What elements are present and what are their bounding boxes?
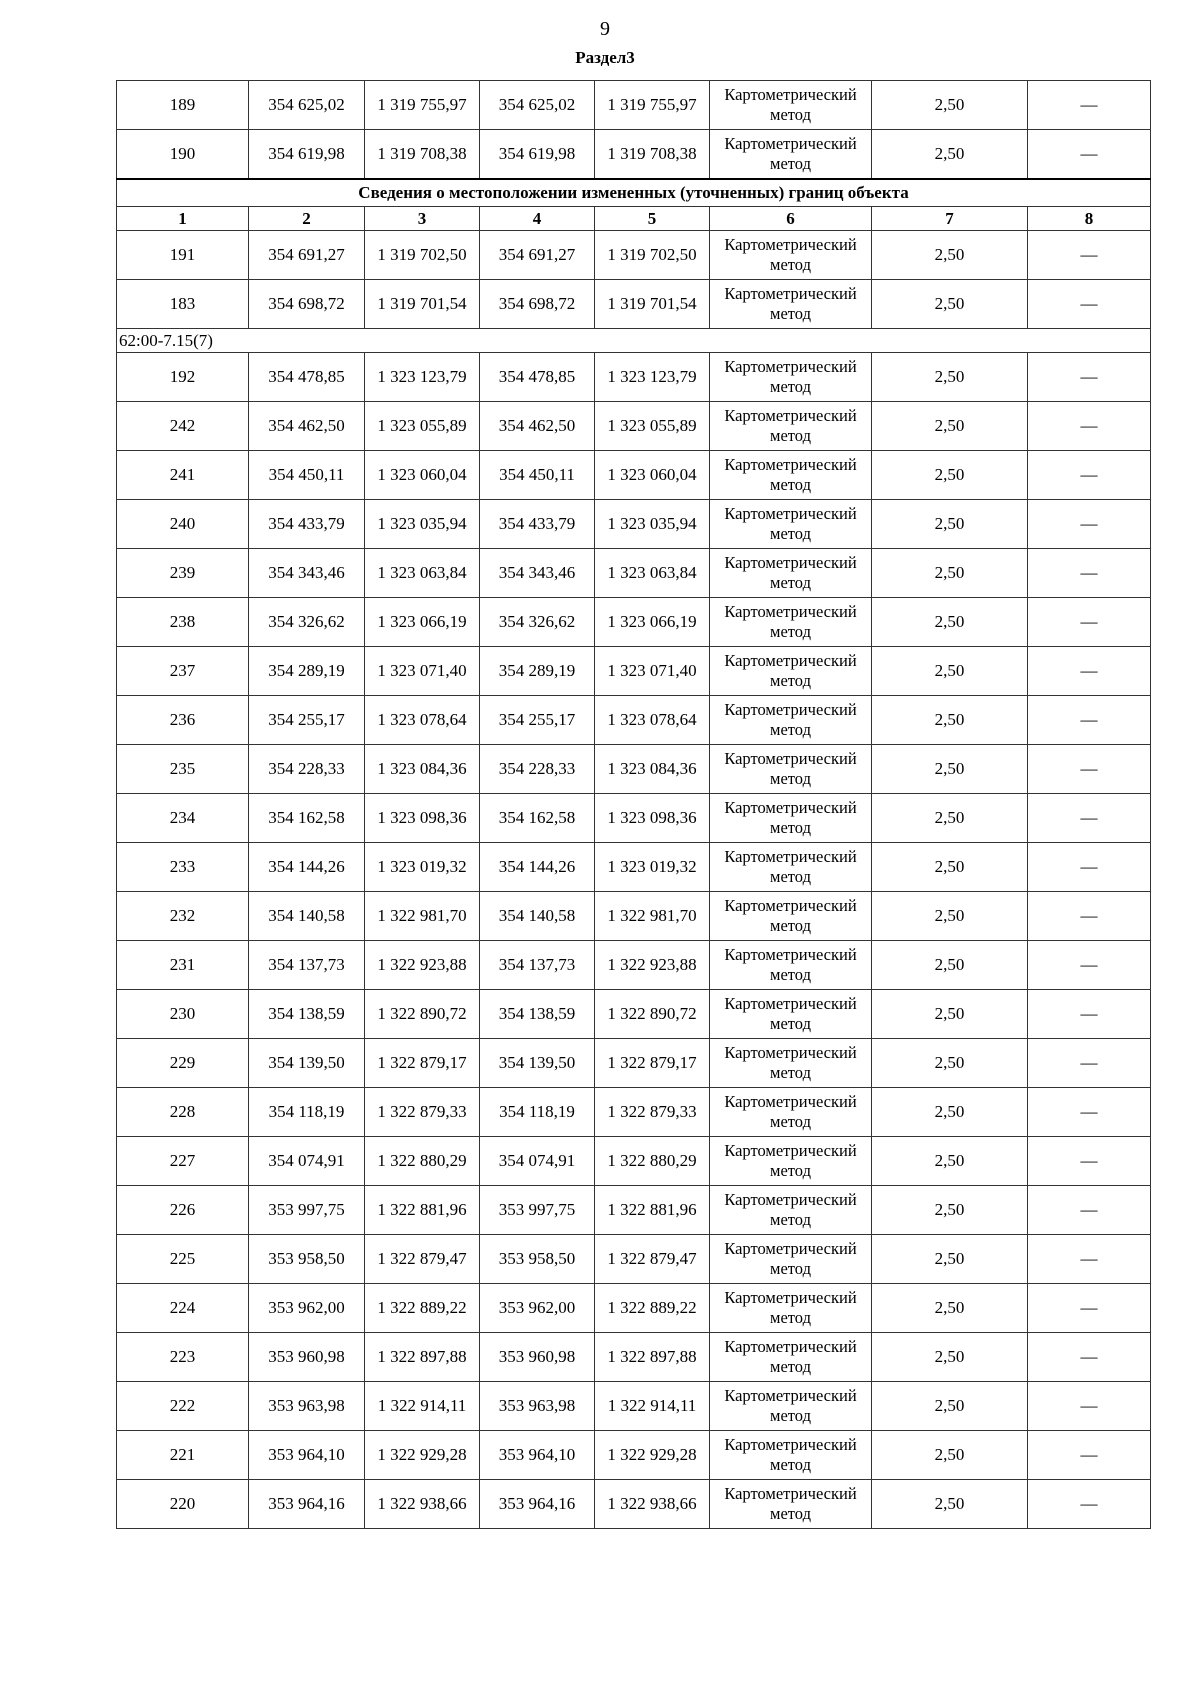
column-number: 8 bbox=[1028, 207, 1151, 231]
description-cell: — bbox=[1028, 353, 1151, 402]
point-number-cell: 242 bbox=[117, 402, 249, 451]
table-row bbox=[117, 1382, 1151, 1431]
accuracy-cell: 2,50 bbox=[872, 1039, 1028, 1088]
accuracy-cell: 2,50 bbox=[872, 1284, 1028, 1333]
y-new-cell: 1 322 879,33 bbox=[595, 1088, 710, 1137]
y-new-cell: 1 322 929,28 bbox=[595, 1431, 710, 1480]
x-new-cell: 354 625,02 bbox=[480, 81, 595, 130]
method-cell: Картометрический метод bbox=[710, 1382, 872, 1431]
table-row bbox=[117, 231, 1151, 280]
method-cell: Картометрический метод bbox=[710, 231, 872, 280]
y-existing-cell: 1 322 879,17 bbox=[365, 1039, 480, 1088]
x-existing-cell: 354 691,27 bbox=[249, 231, 365, 280]
column-number: 6 bbox=[710, 207, 872, 231]
column-numbers-row bbox=[117, 207, 1151, 231]
description-cell: — bbox=[1028, 549, 1151, 598]
y-existing-cell: 1 323 078,64 bbox=[365, 696, 480, 745]
column-number: 1 bbox=[117, 207, 249, 231]
accuracy-cell: 2,50 bbox=[872, 1235, 1028, 1284]
x-new-cell: 354 162,58 bbox=[480, 794, 595, 843]
table-row bbox=[117, 1480, 1151, 1529]
method-cell: Картометрический метод bbox=[710, 402, 872, 451]
method-cell: Картометрический метод bbox=[710, 1284, 872, 1333]
x-new-cell: 354 462,50 bbox=[480, 402, 595, 451]
x-existing-cell: 353 964,16 bbox=[249, 1480, 365, 1529]
y-existing-cell: 1 323 035,94 bbox=[365, 500, 480, 549]
accuracy-cell: 2,50 bbox=[872, 647, 1028, 696]
x-new-cell: 354 074,91 bbox=[480, 1137, 595, 1186]
description-cell: — bbox=[1028, 500, 1151, 549]
x-new-cell: 353 997,75 bbox=[480, 1186, 595, 1235]
description-cell: — bbox=[1028, 1431, 1151, 1480]
y-new-cell: 1 323 071,40 bbox=[595, 647, 710, 696]
y-new-cell: 1 323 035,94 bbox=[595, 500, 710, 549]
description-cell: — bbox=[1028, 1088, 1151, 1137]
y-existing-cell: 1 319 755,97 bbox=[365, 81, 480, 130]
table-row bbox=[117, 1333, 1151, 1382]
table-row bbox=[117, 1431, 1151, 1480]
x-existing-cell: 354 139,50 bbox=[249, 1039, 365, 1088]
x-new-cell: 354 289,19 bbox=[480, 647, 595, 696]
x-new-cell: 354 228,33 bbox=[480, 745, 595, 794]
y-new-cell: 1 322 914,11 bbox=[595, 1382, 710, 1431]
table-row bbox=[117, 892, 1151, 941]
description-cell: — bbox=[1028, 696, 1151, 745]
x-existing-cell: 354 450,11 bbox=[249, 451, 365, 500]
y-existing-cell: 1 323 098,36 bbox=[365, 794, 480, 843]
y-new-cell: 1 323 019,32 bbox=[595, 843, 710, 892]
accuracy-cell: 2,50 bbox=[872, 353, 1028, 402]
group-label-row bbox=[117, 329, 1151, 353]
method-cell: Картометрический метод bbox=[710, 990, 872, 1039]
y-new-cell: 1 322 938,66 bbox=[595, 1480, 710, 1529]
y-existing-cell: 1 323 055,89 bbox=[365, 402, 480, 451]
y-existing-cell: 1 323 084,36 bbox=[365, 745, 480, 794]
y-existing-cell: 1 322 897,88 bbox=[365, 1333, 480, 1382]
method-cell: Картометрический метод bbox=[710, 598, 872, 647]
point-number-cell: 228 bbox=[117, 1088, 249, 1137]
y-new-cell: 1 322 880,29 bbox=[595, 1137, 710, 1186]
table-row bbox=[117, 843, 1151, 892]
x-new-cell: 354 343,46 bbox=[480, 549, 595, 598]
y-new-cell: 1 322 981,70 bbox=[595, 892, 710, 941]
point-number-cell: 192 bbox=[117, 353, 249, 402]
x-existing-cell: 353 960,98 bbox=[249, 1333, 365, 1382]
point-number-cell: 230 bbox=[117, 990, 249, 1039]
x-new-cell: 354 144,26 bbox=[480, 843, 595, 892]
accuracy-cell: 2,50 bbox=[872, 1186, 1028, 1235]
x-existing-cell: 354 478,85 bbox=[249, 353, 365, 402]
accuracy-cell: 2,50 bbox=[872, 843, 1028, 892]
x-existing-cell: 354 289,19 bbox=[249, 647, 365, 696]
description-cell: — bbox=[1028, 990, 1151, 1039]
point-number-cell: 222 bbox=[117, 1382, 249, 1431]
column-number: 4 bbox=[480, 207, 595, 231]
description-cell: — bbox=[1028, 1039, 1151, 1088]
y-new-cell: 1 323 084,36 bbox=[595, 745, 710, 794]
x-existing-cell: 353 958,50 bbox=[249, 1235, 365, 1284]
method-cell: Картометрический метод bbox=[710, 549, 872, 598]
description-cell: — bbox=[1028, 745, 1151, 794]
section-header bbox=[117, 179, 1151, 231]
y-existing-cell: 1 322 889,22 bbox=[365, 1284, 480, 1333]
column-number: 7 bbox=[872, 207, 1028, 231]
x-new-cell: 353 964,16 bbox=[480, 1480, 595, 1529]
point-number-cell: 239 bbox=[117, 549, 249, 598]
y-new-cell: 1 323 078,64 bbox=[595, 696, 710, 745]
accuracy-cell: 2,50 bbox=[872, 1431, 1028, 1480]
y-existing-cell: 1 319 701,54 bbox=[365, 280, 480, 329]
y-new-cell: 1 319 755,97 bbox=[595, 81, 710, 130]
x-existing-cell: 353 962,00 bbox=[249, 1284, 365, 1333]
accuracy-cell: 2,50 bbox=[872, 402, 1028, 451]
x-new-cell: 354 255,17 bbox=[480, 696, 595, 745]
y-existing-cell: 1 322 923,88 bbox=[365, 941, 480, 990]
description-cell: — bbox=[1028, 794, 1151, 843]
point-number-cell: 191 bbox=[117, 231, 249, 280]
method-cell: Картометрический метод bbox=[710, 696, 872, 745]
y-new-cell: 1 322 881,96 bbox=[595, 1186, 710, 1235]
point-number-cell: 223 bbox=[117, 1333, 249, 1382]
point-number-cell: 224 bbox=[117, 1284, 249, 1333]
y-new-cell: 1 322 897,88 bbox=[595, 1333, 710, 1382]
method-cell: Картометрический метод bbox=[710, 130, 872, 180]
rows-before bbox=[117, 81, 1151, 180]
method-cell: Картометрический метод bbox=[710, 1137, 872, 1186]
description-cell: — bbox=[1028, 647, 1151, 696]
y-existing-cell: 1 322 981,70 bbox=[365, 892, 480, 941]
y-new-cell: 1 319 708,38 bbox=[595, 130, 710, 180]
y-existing-cell: 1 322 929,28 bbox=[365, 1431, 480, 1480]
x-new-cell: 354 326,62 bbox=[480, 598, 595, 647]
accuracy-cell: 2,50 bbox=[872, 1088, 1028, 1137]
description-cell: — bbox=[1028, 598, 1151, 647]
point-number-cell: 233 bbox=[117, 843, 249, 892]
table-row bbox=[117, 500, 1151, 549]
description-cell: — bbox=[1028, 1284, 1151, 1333]
description-cell: — bbox=[1028, 892, 1151, 941]
x-existing-cell: 354 462,50 bbox=[249, 402, 365, 451]
y-new-cell: 1 322 923,88 bbox=[595, 941, 710, 990]
table-row bbox=[117, 598, 1151, 647]
y-new-cell: 1 323 063,84 bbox=[595, 549, 710, 598]
table-row bbox=[117, 745, 1151, 794]
accuracy-cell: 2,50 bbox=[872, 1333, 1028, 1382]
x-existing-cell: 354 326,62 bbox=[249, 598, 365, 647]
y-existing-cell: 1 322 914,11 bbox=[365, 1382, 480, 1431]
description-cell: — bbox=[1028, 231, 1151, 280]
table-row bbox=[117, 794, 1151, 843]
point-number-cell: 189 bbox=[117, 81, 249, 130]
method-cell: Картометрический метод bbox=[710, 280, 872, 329]
accuracy-cell: 2,50 bbox=[872, 1382, 1028, 1431]
description-cell: — bbox=[1028, 402, 1151, 451]
y-new-cell: 1 323 055,89 bbox=[595, 402, 710, 451]
y-existing-cell: 1 322 879,33 bbox=[365, 1088, 480, 1137]
table-row bbox=[117, 990, 1151, 1039]
method-cell: Картометрический метод bbox=[710, 941, 872, 990]
description-cell: — bbox=[1028, 1235, 1151, 1284]
table-row bbox=[117, 1284, 1151, 1333]
point-number-cell: 183 bbox=[117, 280, 249, 329]
point-number-cell: 220 bbox=[117, 1480, 249, 1529]
y-new-cell: 1 319 702,50 bbox=[595, 231, 710, 280]
y-existing-cell: 1 322 880,29 bbox=[365, 1137, 480, 1186]
x-existing-cell: 354 433,79 bbox=[249, 500, 365, 549]
method-cell: Картометрический метод bbox=[710, 843, 872, 892]
page-number: 9 bbox=[600, 18, 610, 40]
y-existing-cell: 1 322 890,72 bbox=[365, 990, 480, 1039]
y-new-cell: 1 323 123,79 bbox=[595, 353, 710, 402]
column-number: 5 bbox=[595, 207, 710, 231]
description-cell: — bbox=[1028, 130, 1151, 180]
column-number: 3 bbox=[365, 207, 480, 231]
description-cell: — bbox=[1028, 1480, 1151, 1529]
accuracy-cell: 2,50 bbox=[872, 941, 1028, 990]
y-existing-cell: 1 323 060,04 bbox=[365, 451, 480, 500]
point-number-cell: 190 bbox=[117, 130, 249, 180]
x-new-cell: 354 139,50 bbox=[480, 1039, 595, 1088]
table-row bbox=[117, 1186, 1151, 1235]
x-new-cell: 353 963,98 bbox=[480, 1382, 595, 1431]
description-cell: — bbox=[1028, 280, 1151, 329]
x-new-cell: 354 140,58 bbox=[480, 892, 595, 941]
accuracy-cell: 2,50 bbox=[872, 1480, 1028, 1529]
y-new-cell: 1 323 066,19 bbox=[595, 598, 710, 647]
y-existing-cell: 1 323 066,19 bbox=[365, 598, 480, 647]
y-new-cell: 1 322 889,22 bbox=[595, 1284, 710, 1333]
accuracy-cell: 2,50 bbox=[872, 1137, 1028, 1186]
x-existing-cell: 353 997,75 bbox=[249, 1186, 365, 1235]
accuracy-cell: 2,50 bbox=[872, 231, 1028, 280]
table-row bbox=[117, 81, 1151, 130]
point-number-cell: 221 bbox=[117, 1431, 249, 1480]
x-existing-cell: 354 255,17 bbox=[249, 696, 365, 745]
point-number-cell: 227 bbox=[117, 1137, 249, 1186]
point-number-cell: 241 bbox=[117, 451, 249, 500]
x-existing-cell: 354 074,91 bbox=[249, 1137, 365, 1186]
method-cell: Картометрический метод bbox=[710, 1088, 872, 1137]
accuracy-cell: 2,50 bbox=[872, 500, 1028, 549]
method-cell: Картометрический метод bbox=[710, 1186, 872, 1235]
point-number-cell: 235 bbox=[117, 745, 249, 794]
table-row bbox=[117, 549, 1151, 598]
y-existing-cell: 1 322 879,47 bbox=[365, 1235, 480, 1284]
accuracy-cell: 2,50 bbox=[872, 745, 1028, 794]
method-cell: Картометрический метод bbox=[710, 353, 872, 402]
method-cell: Картометрический метод bbox=[710, 794, 872, 843]
accuracy-cell: 2,50 bbox=[872, 794, 1028, 843]
x-new-cell: 354 691,27 bbox=[480, 231, 595, 280]
point-number-cell: 229 bbox=[117, 1039, 249, 1088]
y-new-cell: 1 322 879,47 bbox=[595, 1235, 710, 1284]
group-label-section bbox=[117, 329, 1151, 353]
method-cell: Картометрический метод bbox=[710, 500, 872, 549]
group-heading: Сведения о местоположении измененных (уточненных) границ объекта bbox=[117, 179, 1151, 207]
accuracy-cell: 2,50 bbox=[872, 696, 1028, 745]
accuracy-cell: 2,50 bbox=[872, 130, 1028, 180]
table-row bbox=[117, 1235, 1151, 1284]
y-existing-cell: 1 322 881,96 bbox=[365, 1186, 480, 1235]
description-cell: — bbox=[1028, 451, 1151, 500]
accuracy-cell: 2,50 bbox=[872, 280, 1028, 329]
y-existing-cell: 1 323 071,40 bbox=[365, 647, 480, 696]
x-new-cell: 353 962,00 bbox=[480, 1284, 595, 1333]
table-row bbox=[117, 647, 1151, 696]
x-existing-cell: 354 144,26 bbox=[249, 843, 365, 892]
point-number-cell: 226 bbox=[117, 1186, 249, 1235]
accuracy-cell: 2,50 bbox=[872, 892, 1028, 941]
x-existing-cell: 354 343,46 bbox=[249, 549, 365, 598]
point-number-cell: 238 bbox=[117, 598, 249, 647]
x-new-cell: 354 433,79 bbox=[480, 500, 595, 549]
method-cell: Картометрический метод bbox=[710, 1480, 872, 1529]
description-cell: — bbox=[1028, 1137, 1151, 1186]
accuracy-cell: 2,50 bbox=[872, 81, 1028, 130]
column-number: 2 bbox=[249, 207, 365, 231]
table-row bbox=[117, 941, 1151, 990]
y-existing-cell: 1 322 938,66 bbox=[365, 1480, 480, 1529]
x-existing-cell: 354 619,98 bbox=[249, 130, 365, 180]
x-existing-cell: 354 137,73 bbox=[249, 941, 365, 990]
description-cell: — bbox=[1028, 1186, 1151, 1235]
group-label: 62:00-7.15(7) bbox=[117, 329, 1151, 353]
y-existing-cell: 1 323 123,79 bbox=[365, 353, 480, 402]
y-new-cell: 1 319 701,54 bbox=[595, 280, 710, 329]
y-new-cell: 1 322 879,17 bbox=[595, 1039, 710, 1088]
point-number-cell: 236 bbox=[117, 696, 249, 745]
x-new-cell: 354 478,85 bbox=[480, 353, 595, 402]
method-cell: Картометрический метод bbox=[710, 1333, 872, 1382]
x-existing-cell: 354 698,72 bbox=[249, 280, 365, 329]
x-existing-cell: 354 118,19 bbox=[249, 1088, 365, 1137]
description-cell: — bbox=[1028, 1382, 1151, 1431]
coordinates-table bbox=[116, 80, 1151, 1529]
y-existing-cell: 1 323 019,32 bbox=[365, 843, 480, 892]
table-row bbox=[117, 353, 1151, 402]
method-cell: Картометрический метод bbox=[710, 647, 872, 696]
method-cell: Картометрический метод bbox=[710, 1039, 872, 1088]
accuracy-cell: 2,50 bbox=[872, 451, 1028, 500]
section-title: Раздел3 bbox=[575, 48, 635, 67]
description-cell: — bbox=[1028, 941, 1151, 990]
x-existing-cell: 354 228,33 bbox=[249, 745, 365, 794]
point-number-cell: 234 bbox=[117, 794, 249, 843]
y-new-cell: 1 322 890,72 bbox=[595, 990, 710, 1039]
description-cell: — bbox=[1028, 81, 1151, 130]
x-new-cell: 354 137,73 bbox=[480, 941, 595, 990]
point-number-cell: 237 bbox=[117, 647, 249, 696]
method-cell: Картометрический метод bbox=[710, 892, 872, 941]
accuracy-cell: 2,50 bbox=[872, 549, 1028, 598]
x-new-cell: 353 964,10 bbox=[480, 1431, 595, 1480]
x-new-cell: 354 138,59 bbox=[480, 990, 595, 1039]
y-existing-cell: 1 319 702,50 bbox=[365, 231, 480, 280]
y-new-cell: 1 323 060,04 bbox=[595, 451, 710, 500]
x-new-cell: 353 960,98 bbox=[480, 1333, 595, 1382]
point-number-cell: 231 bbox=[117, 941, 249, 990]
x-new-cell: 354 619,98 bbox=[480, 130, 595, 180]
point-number-cell: 225 bbox=[117, 1235, 249, 1284]
x-existing-cell: 353 964,10 bbox=[249, 1431, 365, 1480]
point-number-cell: 232 bbox=[117, 892, 249, 941]
table-row bbox=[117, 1039, 1151, 1088]
x-new-cell: 354 118,19 bbox=[480, 1088, 595, 1137]
method-cell: Картометрический метод bbox=[710, 81, 872, 130]
x-new-cell: 353 958,50 bbox=[480, 1235, 595, 1284]
x-existing-cell: 354 140,58 bbox=[249, 892, 365, 941]
accuracy-cell: 2,50 bbox=[872, 990, 1028, 1039]
method-cell: Картометрический метод bbox=[710, 745, 872, 794]
table-row bbox=[117, 1088, 1151, 1137]
y-existing-cell: 1 323 063,84 bbox=[365, 549, 480, 598]
table-row bbox=[117, 451, 1151, 500]
y-existing-cell: 1 319 708,38 bbox=[365, 130, 480, 180]
method-cell: Картометрический метод bbox=[710, 451, 872, 500]
x-existing-cell: 354 162,58 bbox=[249, 794, 365, 843]
table-row bbox=[117, 280, 1151, 329]
point-number-cell: 240 bbox=[117, 500, 249, 549]
x-existing-cell: 354 625,02 bbox=[249, 81, 365, 130]
rows-group bbox=[117, 353, 1151, 1529]
table-row bbox=[117, 402, 1151, 451]
x-existing-cell: 353 963,98 bbox=[249, 1382, 365, 1431]
group-heading-row bbox=[117, 179, 1151, 207]
rows-section bbox=[117, 231, 1151, 329]
table-row bbox=[117, 130, 1151, 180]
x-new-cell: 354 450,11 bbox=[480, 451, 595, 500]
accuracy-cell: 2,50 bbox=[872, 598, 1028, 647]
method-cell: Картометрический метод bbox=[710, 1235, 872, 1284]
method-cell: Картометрический метод bbox=[710, 1431, 872, 1480]
x-new-cell: 354 698,72 bbox=[480, 280, 595, 329]
table-row bbox=[117, 696, 1151, 745]
y-new-cell: 1 323 098,36 bbox=[595, 794, 710, 843]
description-cell: — bbox=[1028, 843, 1151, 892]
x-existing-cell: 354 138,59 bbox=[249, 990, 365, 1039]
table-row bbox=[117, 1137, 1151, 1186]
description-cell: — bbox=[1028, 1333, 1151, 1382]
